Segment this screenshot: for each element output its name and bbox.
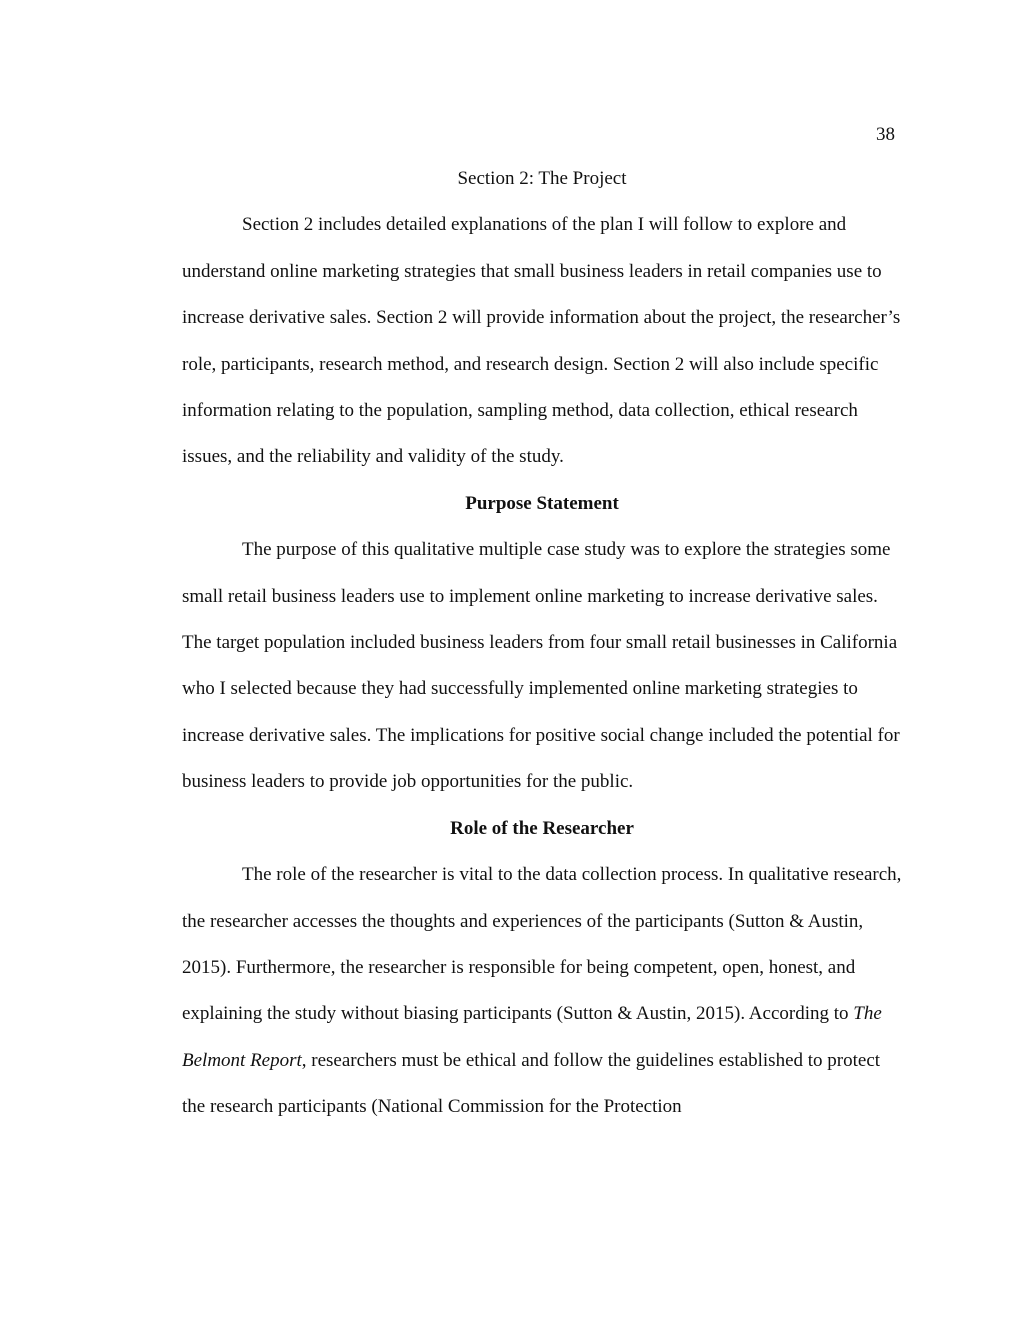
role-paragraph-end: , researchers must be ethical and follow the guidelines established to protect the research participants (National Commission for the Protection [182,1049,881,1118]
role-of-researcher-paragraph [182,852,902,1130]
document-body [182,156,902,1131]
role-of-researcher-heading: Role of the Researcher [450,817,634,839]
role-paragraph-start: The role of the researcher is vital to the data collection process. In qualitative research, the researcher accesses the thoughts and experiences of the participants (Sutton & Austin, 2015). Furthermore, the researcher is responsible for being competent, open, honest, and explaining the study without biasing participants (Sutton & Austin, 2015). According to [182,864,902,1025]
page-number: 38 [876,124,895,145]
section-title: Section 2: The Project [457,168,627,189]
belmont-report-title: The Belmont Report [182,1003,882,1071]
purpose-statement-heading: Purpose Statement [465,492,619,514]
purpose-statement-paragraph: The purpose of this qualitative multiple case study was to explore the strategies some small retail business leaders use to implement online marketing to increase derivative sales. The target population included business leaders from four small retail businesses in California who I selected because they had successfully implemented online marketing strategies to increase derivative sales. The implications for positive social change included the potential for business leaders to provide job opportunities for the public. [182,539,900,793]
intro-paragraph: Section 2 includes detailed explanations of the plan I will follow to explore and understand online marketing strategies that small business leaders in retail companies use to increase derivative sales. Section 2 will provide information about the project, the researcher’s role, participants, research method, and research design. Section 2 will also include specific information relating to the population, sampling method, data collection, ethical research issues, and the reliability and validity of the study. [182,214,901,468]
